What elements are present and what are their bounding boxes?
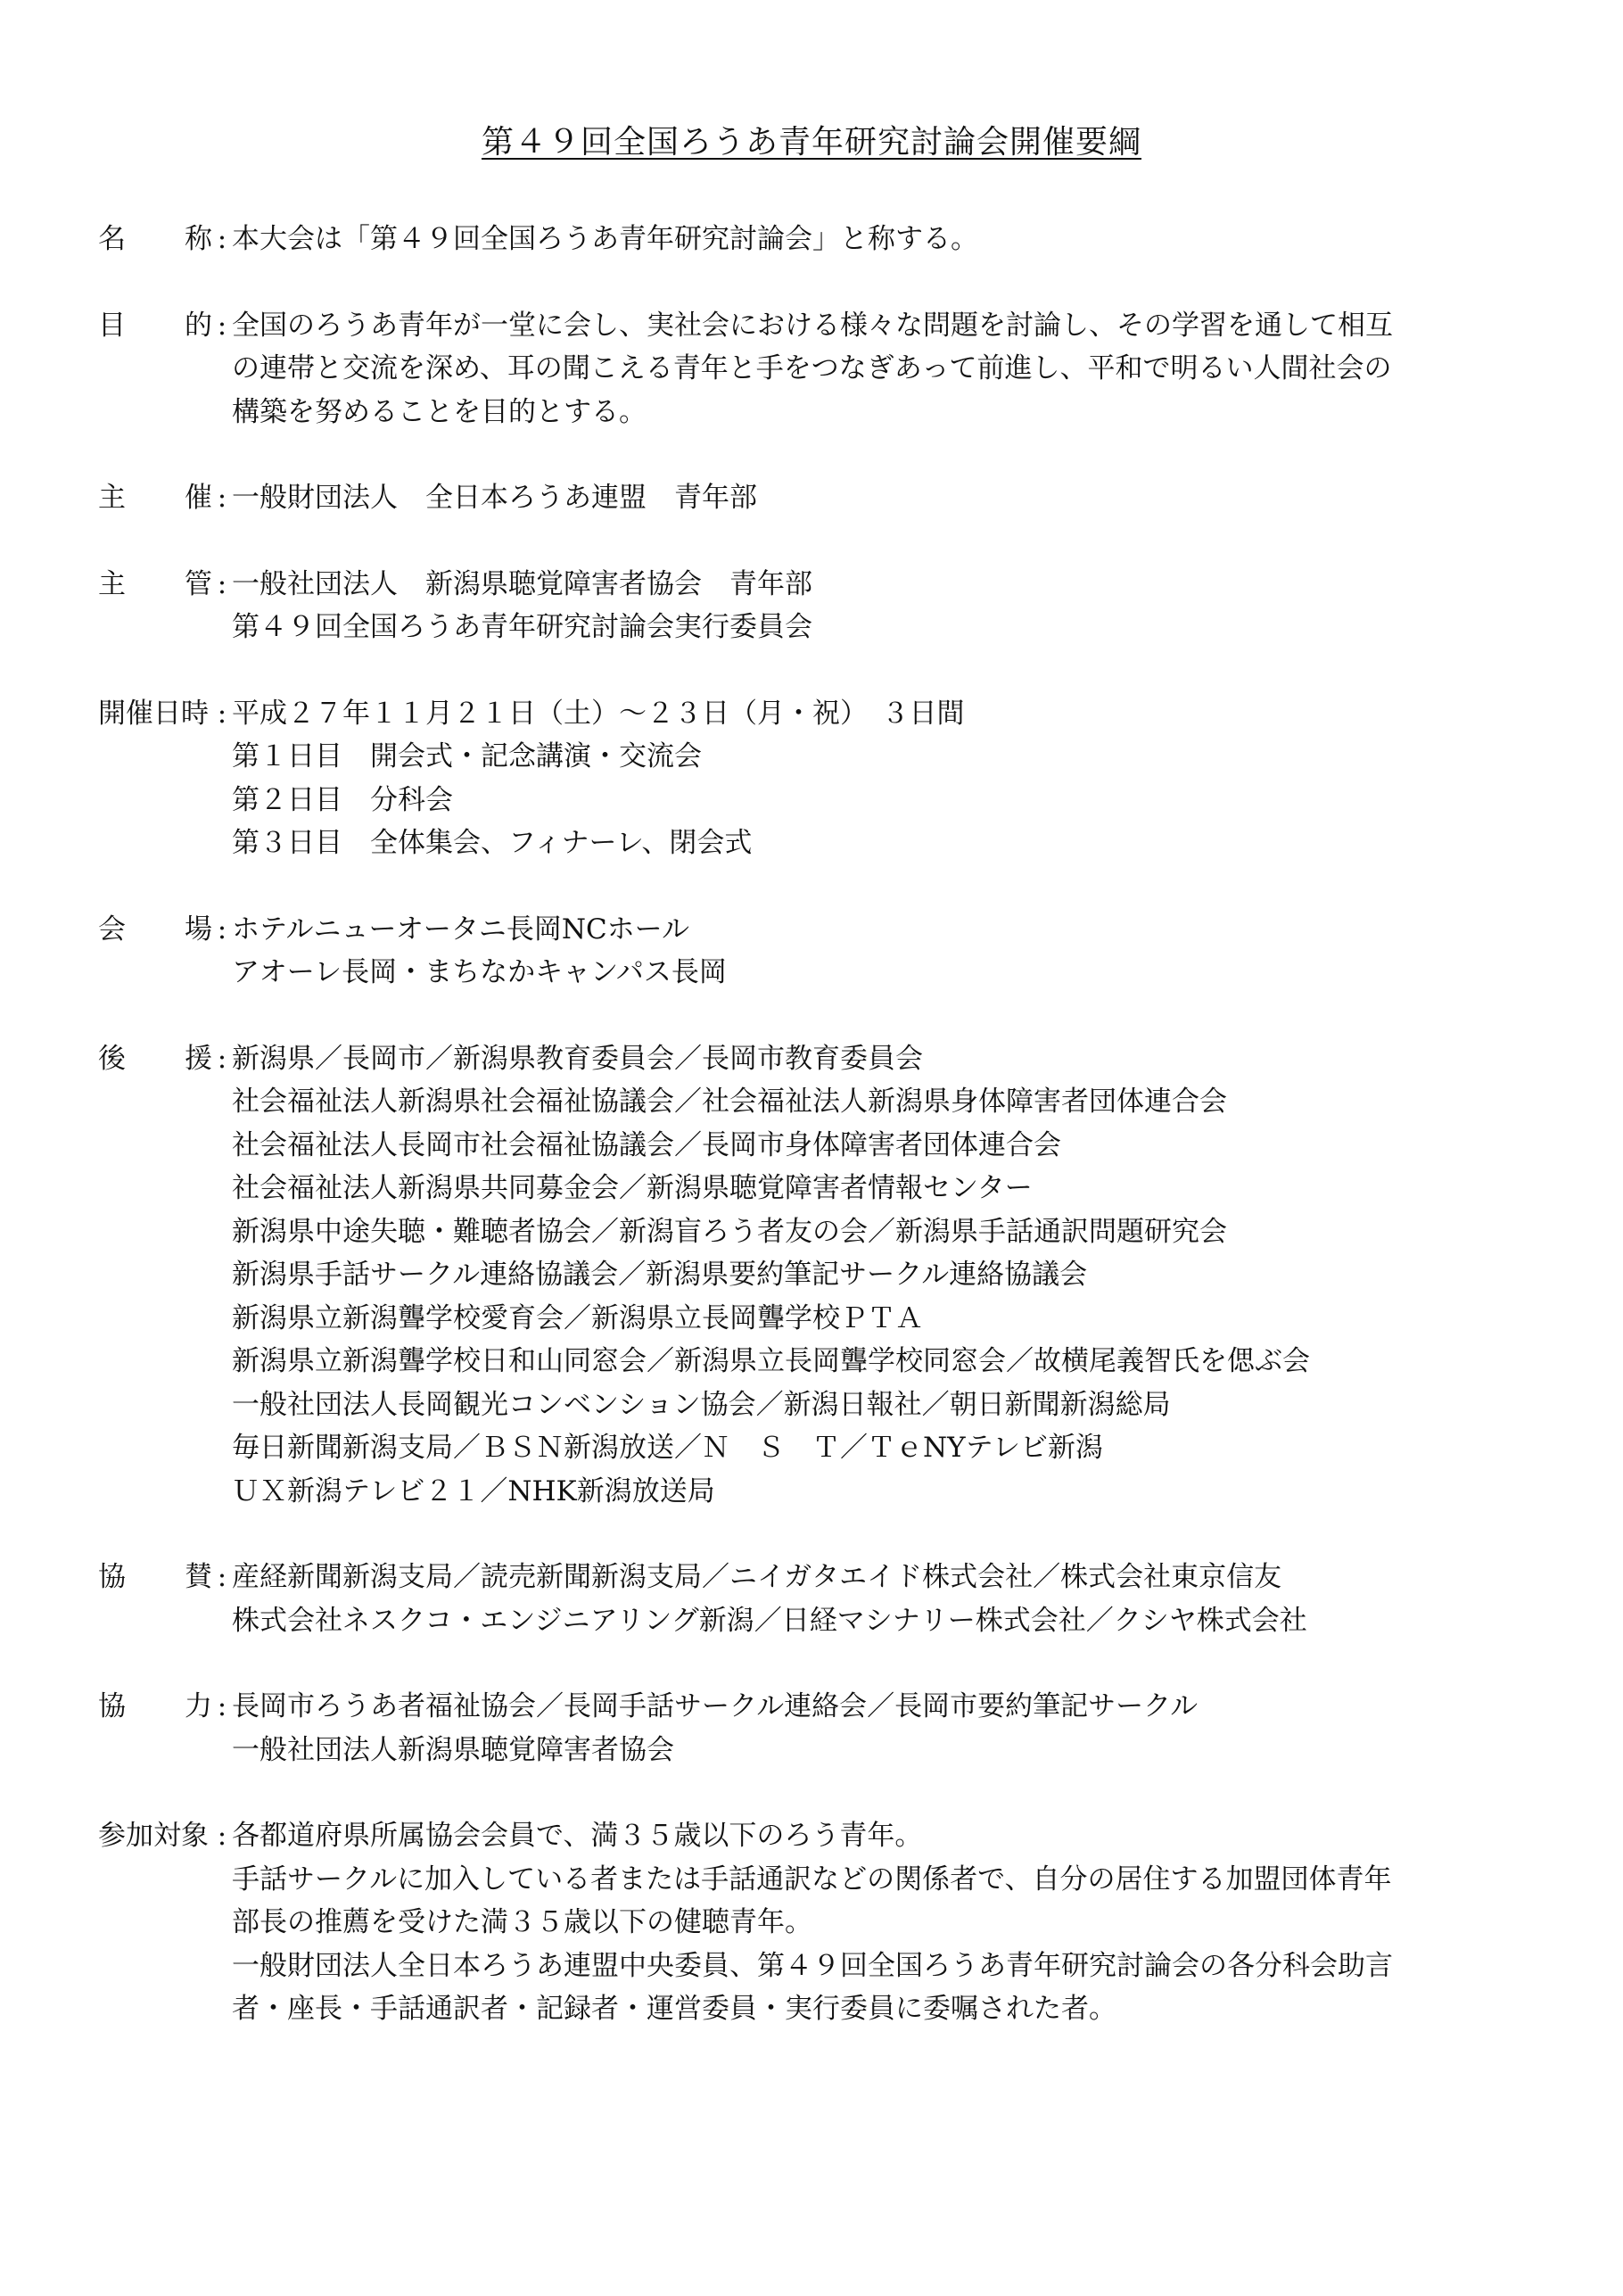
document-title: 第４９回全国ろうあ青年研究討論会開催要綱 — [481, 124, 1141, 161]
section-label — [98, 304, 212, 348]
section-content — [232, 476, 1561, 520]
content-line: 株式会社ネスクコ・エンジニアリング新潟／日経マシナリー株式会社／クシヤ株式会社 — [232, 1604, 1307, 1637]
label-char: 主 — [98, 482, 126, 514]
content-line: 一般社団法人 新潟県聴覚障害者協会 青年部 — [232, 567, 812, 600]
section-content — [232, 563, 1561, 649]
label-char: 援 — [185, 1042, 212, 1075]
content-line: の連帯と交流を深め、耳の聞こえる青年と手をつなぎあって前進し、平和で明るい人間社会の — [232, 352, 1392, 384]
content-line: 毎日新聞新潟支局／ＢＳＮ新潟放送／Ｎ Ｓ Ｔ／ＴｅNYテレビ新潟 — [232, 1432, 1103, 1464]
section-purpose — [98, 304, 1561, 434]
content-line: 社会福祉法人新潟県共同募金会／新潟県聴覚障害者情報センター — [232, 1172, 1033, 1204]
content-line: 社会福祉法人新潟県社会福祉協議会／社会福祉法人新潟県身体障害者団体連合会 — [232, 1086, 1227, 1118]
label-colon: : — [217, 223, 227, 255]
label-char: 催 — [185, 482, 212, 514]
content-line: 新潟県／長岡市／新潟県教育委員会／長岡市教育委員会 — [232, 1042, 923, 1075]
content-line: 新潟県立新潟聾学校愛育会／新潟県立長岡聾学校ＰＴＡ — [232, 1301, 923, 1334]
section-label — [98, 218, 212, 261]
section-content — [232, 692, 1561, 865]
label-colon: : — [217, 309, 227, 342]
section-venue — [98, 908, 1561, 995]
content-line: 一般財団法人 全日本ろうあ連盟 青年部 — [232, 482, 757, 514]
label-colon: : — [217, 1042, 227, 1075]
content-line: 第１日目 開会式・記念講演・交流会 — [232, 740, 702, 772]
content-line: 全国のろうあ青年が一堂に会し、実社会における様々な問題を討論し、その学習を通して相互 — [232, 309, 1393, 342]
content-line: 社会福祉法人長岡市社会福祉協議会／長岡市身体障害者団体連合会 — [232, 1128, 1061, 1161]
label-colon: : — [217, 482, 227, 514]
section-label: 参加対象 — [98, 1820, 209, 1852]
content-line: 第２日目 分科会 — [232, 783, 453, 816]
label-char: 力 — [185, 1690, 212, 1722]
section-label — [98, 1556, 212, 1599]
content-line: 一般財団法人全日本ろうあ連盟中央委員、第４９回全国ろうあ青年研究討論会の各分科会助言 — [232, 1949, 1393, 1982]
content-line: 産経新聞新潟支局／読売新聞新潟支局／ニイガタエイド株式会社／株式会社東京信友 — [232, 1561, 1282, 1593]
content-line: 長岡市ろうあ者福祉協会／長岡手話サークル連絡会／長岡市要約筆記サークル — [232, 1690, 1199, 1722]
section-content — [232, 218, 1561, 261]
section-content — [232, 1814, 1561, 2031]
content-line: 部長の推薦を受けた満３５歳以下の健聴青年。 — [232, 1906, 812, 1938]
label-colon: : — [217, 567, 227, 600]
label-char: 後 — [98, 1042, 126, 1075]
content-line: 構築を努めることを目的とする。 — [232, 395, 647, 428]
label-char: 主 — [98, 567, 126, 600]
label-char: 名 — [98, 223, 126, 255]
section-label — [98, 476, 212, 520]
section-content — [232, 1685, 1561, 1772]
content-line: アオーレ長岡・まちなかキャンパス長岡 — [232, 956, 727, 988]
content-line: 手話サークルに加入している者または手話通訳などの関係者で、自分の居住する加盟団体青年 — [232, 1862, 1392, 1895]
section-date — [98, 692, 1561, 865]
content-line: 新潟県手話サークル連絡協議会／新潟県要約筆記サークル連絡協議会 — [232, 1259, 1088, 1291]
section-label — [98, 1037, 212, 1081]
section-cooperation — [98, 1685, 1561, 1772]
section-content — [232, 908, 1561, 995]
label-char: 協 — [98, 1690, 126, 1722]
content-line: 新潟県中途失聴・難聴者協会／新潟盲ろう者友の会／新潟県手話通訳問題研究会 — [232, 1215, 1227, 1248]
section-label — [98, 908, 212, 952]
section-host — [98, 476, 1561, 520]
label-colon: : — [217, 913, 227, 946]
label-char: 協 — [98, 1561, 126, 1593]
section-name — [98, 218, 1561, 261]
section-content — [232, 1037, 1561, 1514]
label-char: 称 — [185, 223, 212, 255]
content-line: 本大会は「第４９回全国ろうあ青年研究討論会」と称する。 — [232, 223, 978, 255]
content-line: 一般社団法人長岡観光コンベンション協会／新潟日報社／朝日新聞新潟総局 — [232, 1388, 1171, 1421]
section-label: 開催日時 — [98, 697, 209, 730]
content-line: 新潟県立新潟聾学校日和山同窓会／新潟県立長岡聾学校同窓会／故横尾義智氏を偲ぶ会 — [232, 1345, 1310, 1377]
section-content — [232, 304, 1561, 434]
section-manage — [98, 563, 1561, 649]
content-line: 第３日目 全体集会、フィナーレ、閉会式 — [232, 827, 753, 859]
section-content — [232, 1556, 1561, 1642]
label-colon: : — [217, 1820, 227, 1852]
sections — [98, 218, 1561, 2031]
section-label — [98, 1685, 212, 1729]
label-char: 賛 — [185, 1561, 212, 1593]
content-line: 一般社団法人新潟県聴覚障害者協会 — [232, 1733, 674, 1766]
content-line: ホテルニューオータニ長岡NCホール — [232, 913, 690, 946]
label-colon: : — [217, 1561, 227, 1593]
label-char: 管 — [185, 567, 212, 600]
section-label — [98, 563, 212, 607]
content-line: 平成２７年１１月２１日（土）～２３日（月・祝） ３日間 — [232, 697, 965, 730]
section-sponsor — [98, 1556, 1561, 1642]
label-char: 目 — [98, 309, 126, 342]
section-target — [98, 1814, 1561, 2031]
label-char: 的 — [185, 309, 212, 342]
content-line: 各都道府県所属協会会員で、満３５歳以下のろう青年。 — [232, 1820, 923, 1852]
content-line: ＵＸ新潟テレビ２１／NHK新潟放送局 — [232, 1474, 715, 1507]
label-char: 会 — [98, 913, 126, 946]
content-line: 者・座長・手話通訳者・記録者・運営委員・実行委員に委嘱された者。 — [232, 1993, 1116, 2025]
content-line: 第４９回全国ろうあ青年研究討論会実行委員会 — [232, 611, 812, 643]
label-colon: : — [217, 697, 227, 730]
label-char: 場 — [185, 913, 212, 946]
section-support — [98, 1037, 1561, 1514]
label-colon: : — [217, 1690, 227, 1722]
